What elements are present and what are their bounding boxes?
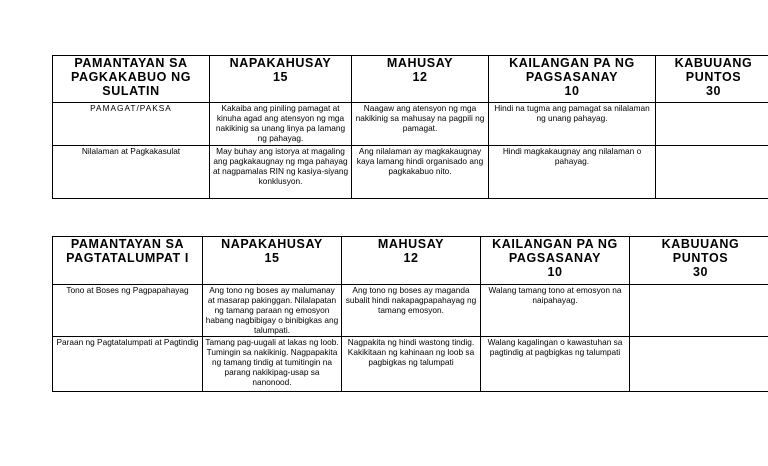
napakahusay-cell: May buhay ang istorya at magaling ang pagkakaugnay ng mga pahayag at nagpamalas RIN ng kasiya-siyang konklusyon.: [210, 146, 352, 199]
mahusay-cell: Nagpakita ng hindi wastong tindig. Kakikitaan ng kahinaan ng loob sa pagbigkas ng talumpati: [342, 337, 481, 392]
header-row: [53, 237, 768, 285]
mahusay-cell: Ang nilalaman ay magkakaugnay kaya lamang hindi organisado ang pagkakabuo nito.: [352, 146, 489, 199]
napakahusay-cell: Tamang pag-uugali at lakas ng loob. Tumingin sa nakikinig. Nagpapakita ng tamang tindig at tumitingin na parang nakikipag-usap sa nanonood.: [203, 337, 342, 392]
kabuuan-cell: [630, 285, 768, 337]
header-kailangan: KAILANGAN PA NG PAGSASANAY 10: [489, 56, 656, 103]
header-napakahusay: NAPAKAHUSAY 15: [210, 56, 352, 103]
napakahusay-cell: Ang tono ng boses ay malumanay at masarap pakinggan. Nilalapatan ng tamang paraan ng emosyon habang nagbibigay o binibigkas ang talumpati.: [203, 285, 342, 337]
header-pamantayan: PAMANTAYAN SA PAGTATALUMPAT I: [53, 237, 203, 285]
table-row: [53, 285, 768, 337]
kabuuan-cell: [656, 146, 768, 199]
criterion-cell: Tono at Boses ng Pagpapahayag: [53, 285, 203, 337]
kailangan-cell: Walang tamang tono at emosyon na naipahayag.: [481, 285, 630, 337]
kabuuan-cell: [630, 337, 768, 392]
criterion-cell: Paraan ng Pagtatalumpati at Pagtindig: [53, 337, 203, 392]
table-row: [53, 103, 768, 146]
header-row: [53, 56, 768, 103]
mahusay-cell: Naagaw ang atensyon ng mga nakikinig sa mahusay na pagpili ng pamagat.: [352, 103, 489, 146]
header-kabuuan: KABUUANG PUNTOS 30: [656, 56, 768, 103]
header-mahusay: MAHUSAY 12: [352, 56, 489, 103]
rubric-table-pagtatalumpati: [52, 236, 768, 392]
criterion-cell: PAMAGAT/PAKSA: [53, 103, 210, 146]
kailangan-cell: Hindi na tugma ang pamagat sa nilalaman ng unang pahayag.: [489, 103, 656, 146]
kailangan-cell: Hindi magkakaugnay ang nilalaman o pahayag.: [489, 146, 656, 199]
mahusay-cell: Ang tono ng boses ay maganda subalit hindi nakapagpapahayag ng tamang emosyon.: [342, 285, 481, 337]
header-kabuuan: KABUUANG PUNTOS 30: [630, 237, 768, 285]
header-mahusay: MAHUSAY 12: [342, 237, 481, 285]
napakahusay-cell: Kakaiba ang piniling pamagat at kinuha agad ang atensyon ng mga nakikinig sa unang linya pa lamang ng pahayag.: [210, 103, 352, 146]
kabuuan-cell: [656, 103, 768, 146]
header-napakahusay: NAPAKAHUSAY 15: [203, 237, 342, 285]
header-kailangan: KAILANGAN PA NG PAGSASANAY 10: [481, 237, 630, 285]
table-row: [53, 146, 768, 199]
criterion-cell: Nilalaman at Pagkakasulat: [53, 146, 210, 199]
kailangan-cell: Walang kagalingan o kawastuhan sa pagtindig at pagbigkas ng talumpati: [481, 337, 630, 392]
table-row: [53, 337, 768, 392]
header-pamantayan: PAMANTAYAN SA PAGKAKABUO NG SULATIN: [53, 56, 210, 103]
rubric-table-sulatin: [52, 55, 768, 199]
